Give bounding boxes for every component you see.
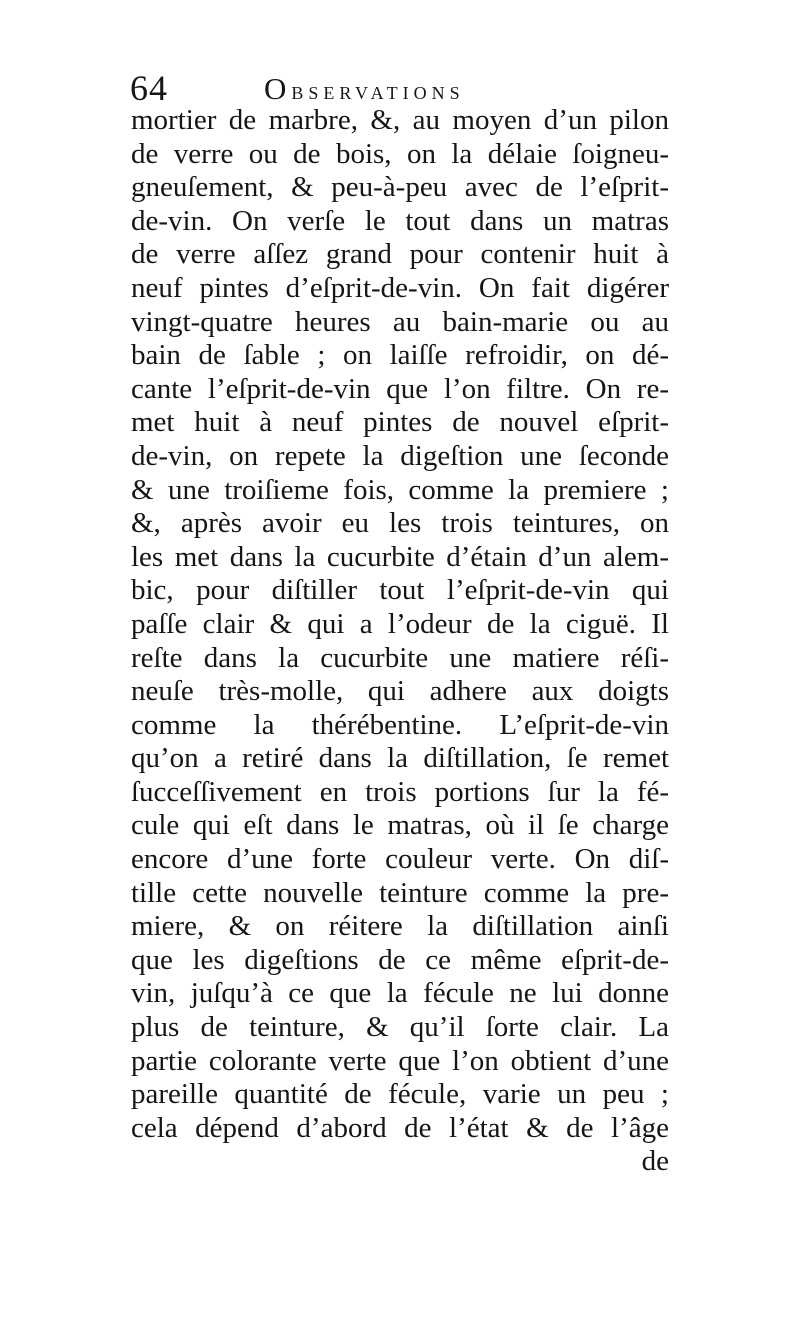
text-line: vin, juſqu’à ce que la fécule ne lui donne xyxy=(131,977,669,1010)
text-line: reſte dans la cucurbite une matiere réſi- xyxy=(131,641,669,674)
catchword: de xyxy=(641,1145,669,1178)
text-line: encore d’une forte couleur verte. On diſ- xyxy=(131,843,669,876)
running-title: Observations xyxy=(264,71,465,106)
text-line: mortier de marbre, &, au moyen d’un pilon xyxy=(131,104,669,136)
text-line: plus de teinture, & qu’il ſorte clair. La xyxy=(131,1011,669,1044)
text-line: vingt-quatre heures au bain-marie ou au xyxy=(131,305,669,338)
text-line: partie colorante verte que l’on obtient d’une xyxy=(131,1044,669,1077)
text-line: cante l’eſprit-de-vin que l’on filtre. On re- xyxy=(131,372,669,405)
text-line: cela dépend d’abord de l’état & de l’âge xyxy=(131,1111,669,1144)
text-line: ſucceſſivement en trois portions ſur la fé- xyxy=(131,775,669,808)
text-line: de-vin, on repete la digeſtion une ſeconde xyxy=(131,439,669,472)
text-line: de verre aſſez grand pour contenir huit à xyxy=(131,238,669,271)
text-line: pareille quantité de fécule, varie un peu ; xyxy=(131,1078,669,1111)
text-line: cule qui eſt dans le matras, où il ſe charge xyxy=(131,809,669,842)
text-line: neuf pintes d’eſprit-de-vin. On fait digérer xyxy=(131,271,669,304)
page-number: 64 xyxy=(130,68,168,108)
body-text xyxy=(131,104,669,1179)
text-line: met huit à neuf pintes de nouvel eſprit- xyxy=(131,406,669,439)
text-line: &, après avoir eu les trois teintures, on xyxy=(131,507,669,540)
text-line: paſſe clair & qui a l’odeur de la ciguë. Il xyxy=(131,607,669,640)
text-line: de verre ou de bois, on la délaie ſoigneu- xyxy=(131,137,669,170)
text-line: neuſe très-molle, qui adhere aux doigts xyxy=(131,675,669,708)
text-line: miere, & on réitere la diſtillation ainſi xyxy=(131,910,669,943)
text-line: les met dans la cucurbite d’étain d’un alem- xyxy=(131,540,669,573)
text-line: & une troiſieme fois, comme la premiere ; xyxy=(131,473,669,506)
text-line: de-vin. On verſe le tout dans un matras xyxy=(131,204,669,237)
text-line: que les digeſtions de ce même eſprit-de- xyxy=(131,943,669,976)
text-line: comme la thérébentine. L’eſprit-de-vin xyxy=(131,708,669,741)
text-line: bic, pour diſtiller tout l’eſprit-de-vin qui xyxy=(131,574,669,607)
text-line: gneuſement, & peu-à-peu avec de l’eſprit- xyxy=(131,171,669,204)
text-line: tille cette nouvelle teinture comme la pre- xyxy=(131,876,669,909)
text-line: qu’on a retiré dans la diſtillation, ſe remet xyxy=(131,742,669,775)
text-line: bain de ſable ; on laiſſe refroidir, on dé- xyxy=(131,339,669,372)
